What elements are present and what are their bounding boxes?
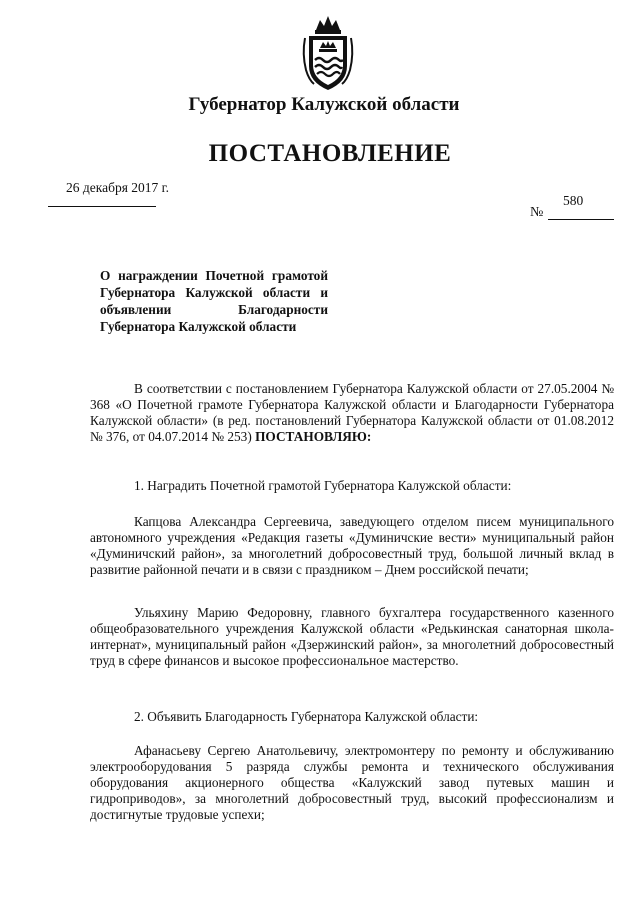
award-paragraph-1: Капцова Александра Сергеевича, заведующего отделом писем муниципального автономного учреждения «Редакция газеты «Думиничские вести» муниципальный район «Думиничский район», за многолетний добросовестный труд, большой личный вклад в развитие районной печати и в связи с праздником – Днем российской печати; [90,514,614,577]
document-number: 580 [563,193,584,208]
kaluga-coat-of-arms-icon [300,14,356,94]
number-sign: № [530,205,544,220]
item-2-heading: 2. Объявить Благодарность Губернатора Калужской области: [134,709,479,724]
issuing-authority: Губернатор Калужской области [188,94,460,115]
document-type: ПОСТАНОВЛЕНИЕ [208,140,452,167]
number-underline [548,219,614,220]
preamble-paragraph [90,381,614,445]
document-date: 26 декабря 2017 г. [66,180,170,195]
date-underline [48,206,156,207]
document-subject: О награждении Почетной грамотой Губернатора Калужской области и объявлении Благодарности Губернатора Калужской области [100,268,328,334]
thanks-paragraph-1: Афанасьеву Сергею Анатольевичу, электромонтеру по ремонту и обслуживанию электрооборудования 5 разряда службы ремонта и технического обслуживания оборудования акционерного общества «Калужский завод путевых машин и гидроприводов», за многолетний добросовестный труд, высокий профессионализм и достигнутые трудовые успехи; [90,743,614,822]
award-paragraph-2: Ульяхину Марию Федоровну, главного бухгалтера государственного казенного общеобразовательного учреждения Калужской области «Редькинская санаторная школа-интернат», муниципальный район «Дзержинский район», за многолетний добросовестный труд в сфере финансов и высокое профессиональное мастерство. [90,605,614,668]
item-1-heading: 1. Наградить Почетной грамотой Губернатора Калужской области: [134,478,512,493]
resolves-heading: ПОСТАНОВЛЯЮ: [255,429,372,444]
preamble-text: В соответствии с постановлением Губернатора Калужской области от 27.05.2004 № 368 «О Почетной грамоте Губернатора Калужской области и Благодарности Губернатора Калужской области» (в ред. постановлений Губернатора Калужской области от 01.08.2012 № 376, от 04.07.2014 № 253) [90,381,614,444]
